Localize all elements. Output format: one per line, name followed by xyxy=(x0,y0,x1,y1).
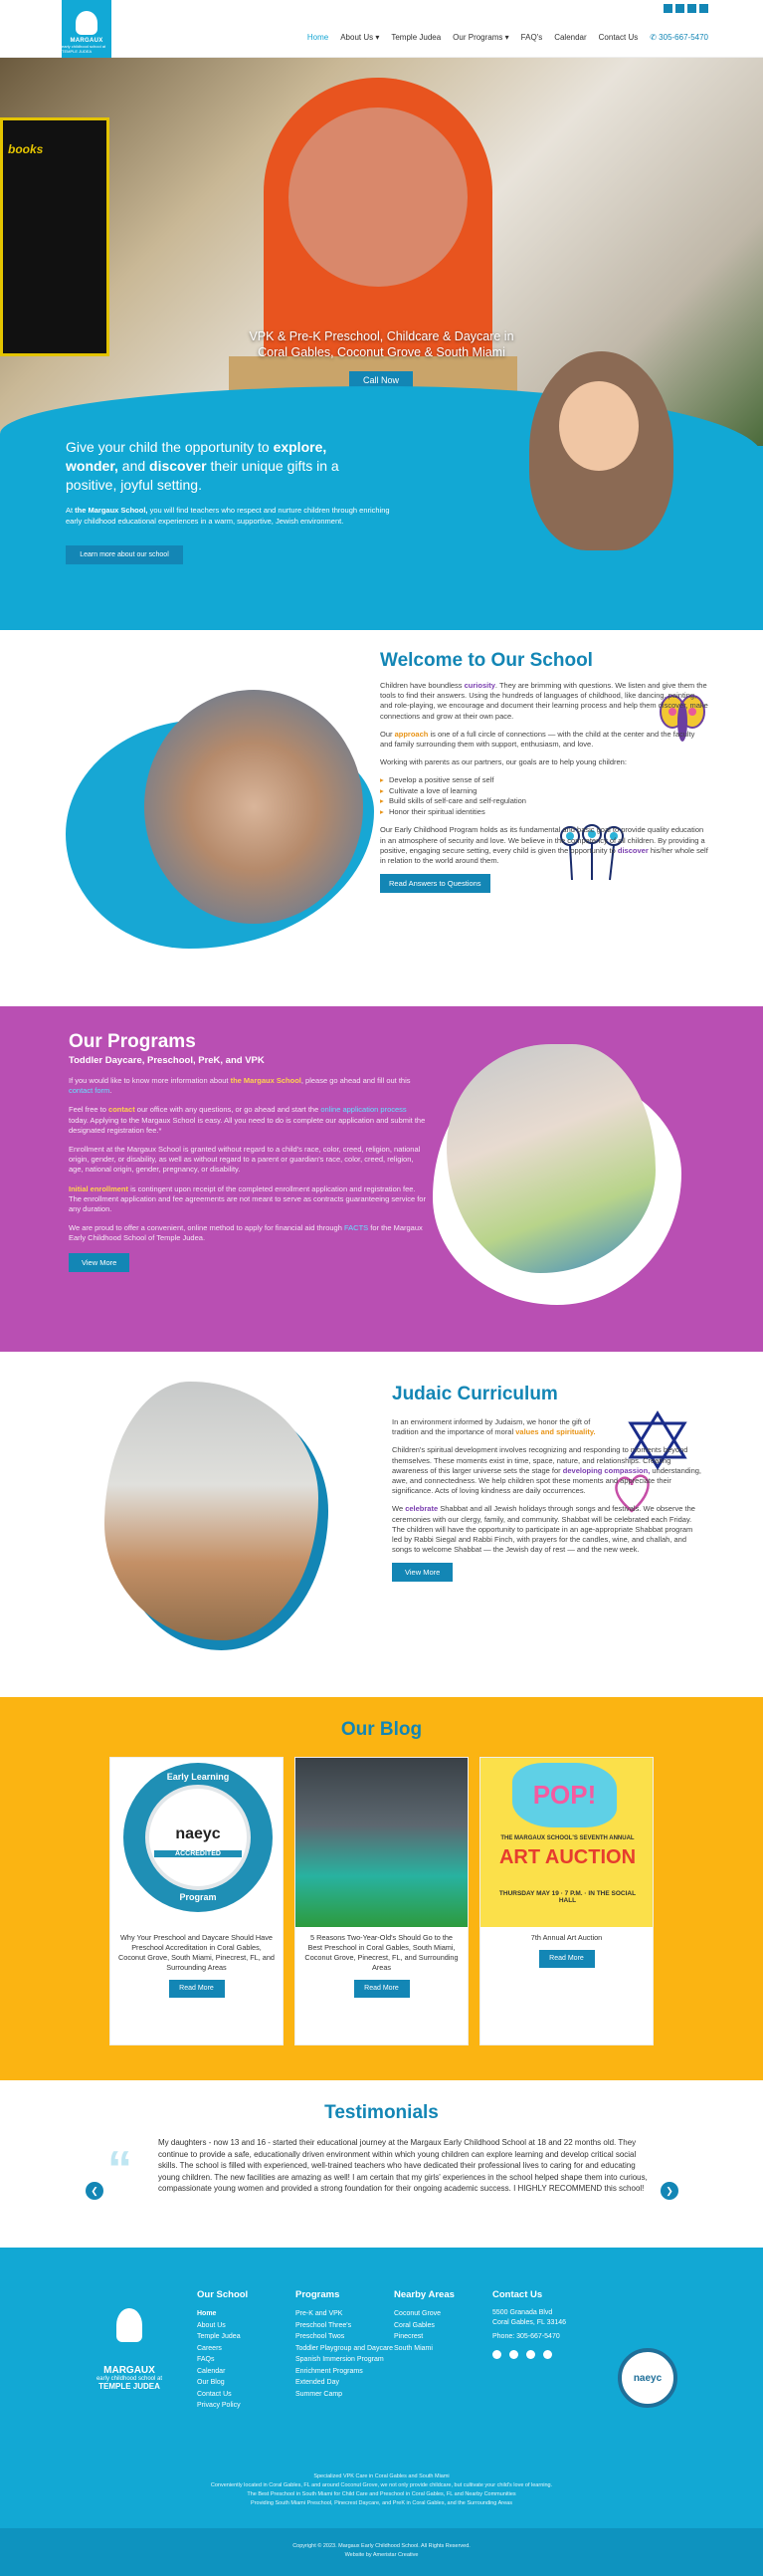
nav-phone[interactable]: ✆ 305-667-5470 xyxy=(650,33,708,42)
copyright-text: Copyright © 2023. Margaux Early Childhood School. All Rights Reserved. xyxy=(292,2543,471,2549)
footer-link[interactable]: Preschool Twos xyxy=(295,2333,345,2340)
judaic-paragraph-2: Children's spiritual development involves recognizing and responding to moments beyond themselves. These moments exist in time, space, nature, and relationships. Creating awareness of this larger universe sets the stage for developing compassion, understanding, awe, and connectedness. We help children spot these moments and appreciate their significance. Acts of loving kindness are daily occurrences. xyxy=(392,1445,702,1496)
site-logo[interactable] xyxy=(62,0,111,58)
judaic-title: Judaic Curriculum xyxy=(392,1384,558,1404)
footer-link[interactable]: Spanish Immersion Program xyxy=(295,2356,384,2363)
welcome-paragraph-2: Our approach is one of a full circle of connections — with the child at the center and the faculty and family surrounding them with support, enthusiasm, and love. xyxy=(380,729,695,750)
judaic-view-more-button[interactable]: View More xyxy=(392,1563,453,1582)
welcome-paragraph-1: Children have boundless curiosity. They are brimming with questions. We listen and give them the tools to find their answers. Using the hundreds of languages of childhood, like dancing, painting, and role-playing, we encourage and document their learning process and help them discover, make connections and grow at their own pace. xyxy=(380,681,708,721)
naeyc-logo-text: naeyc xyxy=(175,1825,221,1842)
art-auction-poster xyxy=(480,1758,653,1927)
logo-figure-icon xyxy=(76,11,97,35)
blog-card xyxy=(109,1757,284,2045)
footer-link[interactable]: Coral Gables xyxy=(394,2321,435,2329)
testimonial-quote: My daughters - now 13 and 16 - started their educational journey at the Margaux Early Childhood School at 18 and 22 months old. They continue to provide a safe, educationally driven environment within which young children can explore learning and develop critical social skills. The school is filled with experienced, well-trained teachers who have dedicated their professional lives to caring for and educating young children. The new facilities are amazing as well! I am certain that my girls' experiences in the school helped shape them into curious, compassionate young women and provided a strong foundation for their ongoing academic success. I HIGHLY RECOMMEND this school! xyxy=(158,2138,648,2193)
goals-list xyxy=(380,775,708,817)
judaic-paragraph-3: We celebrate Shabbat and all Jewish holidays through songs and festivals. We observe the ceremonies with our clergy, family, and community. Shabbat will be celebrated each Friday. The children will have the opportunity to participate in an age-appropriate Shabbat program led by Rabbi Siegal and Rabbi Finch, with prayers for the candles, wine, and challah, and songs to welcome Shabbat — the Jewish day of rest — and the new week. xyxy=(392,1504,695,1555)
footer-link[interactable]: Coconut Grove xyxy=(394,2310,442,2317)
instagram-icon[interactable] xyxy=(675,4,684,13)
logo-subtitle: early childhood school at TEMPLE JUDEA xyxy=(62,44,106,54)
blog-post-title[interactable]: Why Your Preschool and Daycare Should Have Preschool Accreditation in Coral Gables, Coconut Grove, South Miami, Pinecrest, FL, and Surrounding Areas xyxy=(118,1933,275,1972)
email-icon[interactable] xyxy=(543,2350,552,2359)
list-item: ▸ Cultivate a love of learning xyxy=(380,786,708,797)
naeyc-badge-image xyxy=(110,1758,283,1927)
footer-col-title: Nearby Areas xyxy=(394,2289,455,2300)
nav-home[interactable]: Home xyxy=(306,33,329,42)
judaic-content xyxy=(392,1384,702,1582)
programs-view-more-button[interactable]: View More xyxy=(69,1253,129,1272)
judaic-paragraph-1: In an environment informed by Judaism, we honor the gift of tradition and the importance of moral values and spirituality. xyxy=(392,1417,596,1437)
site-footer xyxy=(0,2248,763,2576)
call-now-button[interactable]: Call Now xyxy=(349,371,413,390)
footer-col-nearby-areas xyxy=(394,2289,455,2354)
footer-link[interactable]: Pre-K and VPK xyxy=(295,2310,343,2317)
poster-line-3: THURSDAY MAY 19 · 7 P.M. · IN THE SOCIAL HALL xyxy=(498,1890,637,1904)
footer-copyright-bar xyxy=(0,2528,763,2576)
welcome-section xyxy=(0,630,763,1006)
contact-link[interactable]: contact xyxy=(108,1105,135,1115)
footer-link[interactable]: Privacy Policy xyxy=(197,2402,241,2409)
blog-card xyxy=(479,1757,654,2045)
poster-pop-graphic: POP! xyxy=(512,1763,617,1827)
intro-section xyxy=(0,439,763,630)
footer-link[interactable]: Contact Us xyxy=(197,2390,232,2398)
intro-heading: Give your child the opportunity to explore, wonder, and discover their unique gifts in a positive, joyful setting. xyxy=(66,439,339,493)
list-item: ▸ Develop a positive sense of self xyxy=(380,775,708,786)
testimonials-section xyxy=(0,2080,763,2248)
facebook-icon[interactable] xyxy=(664,4,672,13)
welcome-hands-photo xyxy=(144,690,363,924)
read-answers-button[interactable]: Read Answers to Questions xyxy=(380,874,490,893)
nav-contact-us[interactable]: Contact Us xyxy=(598,33,639,42)
read-more-button[interactable]: Read More xyxy=(169,1980,225,1998)
blog-post-title[interactable]: 5 Reasons Two-Year-Old's Should Go to the Best Preschool in Coral Gables, South Miami, Coconut Grove, Pinecrest, FL, and Surrounding Areas xyxy=(304,1933,459,1972)
footer-logo-text: MARGAUX early childhood school at TEMPLE JUDEA xyxy=(95,2365,163,2391)
welcome-paragraph-3: Working with parents as our partners, our goals are to help young children: xyxy=(380,757,627,767)
footer-link[interactable]: About Us xyxy=(197,2321,226,2329)
programs-paragraph-2: Feel free to contact our office with any questions, or go ahead and start the online application process today. Applying to the Margaux School is easy. All you need to do is complete our application and submit the designated registration fee.* xyxy=(69,1105,426,1135)
site-header xyxy=(0,0,763,58)
testimonials-title: Testimonials xyxy=(324,2102,439,2123)
nav-faqs[interactable]: FAQ's xyxy=(520,33,543,42)
facts-link[interactable]: FACTS xyxy=(343,1223,369,1233)
footer-col-contact xyxy=(492,2289,566,2359)
list-item: ▸ Honor their spiritual identities xyxy=(380,807,708,818)
blog-card xyxy=(294,1757,469,2045)
main-nav xyxy=(307,33,708,42)
blog-section xyxy=(0,1697,763,2080)
footer-phone[interactable]: Phone: 305-667-5470 xyxy=(492,2333,560,2340)
intro-girl-face xyxy=(559,381,639,471)
naeyc-top-text: Early Learning xyxy=(166,1772,230,1782)
online-application-link[interactable]: online application process xyxy=(320,1105,407,1115)
welcome-title: Welcome to Our School xyxy=(380,650,593,671)
footer-credits: Specialized VPK Care in Coral Gables and South Miami Conveniently located in Coral Gables, FL and around Coconut Grove, we not only provide childcare, but cultivate your child's love of learning. The Best Preschool in South Miami for Child Care and Preschool in Coral Gables, FL and Nearby Communities Providing South Miami Preschool, Pinecrest Daycare, and PreK in Coral Gables, and the Surrounding Areas xyxy=(210,2473,553,2506)
youtube-icon[interactable] xyxy=(687,4,696,13)
read-more-button[interactable]: Read More xyxy=(354,1980,410,1998)
welcome-paragraph-4: Our Early Childhood Program holds as its fundamental and basic goal to provide quality education in an atmosphere of security and love. We believe in the competency of all children. By providing a positive, engaging secure setting, every child is given the opportunity to discover his/her whole self in relation to the world around them. xyxy=(380,825,708,866)
footer-link[interactable]: Extended Day xyxy=(295,2379,339,2386)
programs-content xyxy=(69,1031,427,1272)
list-item: ▸ Build skills of self-care and self-regulation xyxy=(380,796,708,807)
footer-logo-figure-icon xyxy=(116,2308,142,2342)
hero-headline: VPK & Pre-K Preschool, Childcare & Daycare in Coral Gables, Coconut Grove & South Miami xyxy=(249,329,514,359)
contact-form-link[interactable]: contact form xyxy=(69,1086,110,1096)
footer-link[interactable]: South Miami xyxy=(394,2344,433,2352)
header-social-links xyxy=(664,4,708,13)
footer-link[interactable]: Calendar xyxy=(197,2367,226,2375)
next-arrow-icon[interactable]: ❯ xyxy=(661,2182,678,2200)
poster-line-1: THE MARGAUX SCHOOL'S SEVENTH ANNUAL xyxy=(500,1835,635,1841)
blog-title: Our Blog xyxy=(340,1719,423,1740)
poster-line-2: ART AUCTION xyxy=(498,1846,637,1868)
youtube-icon[interactable] xyxy=(526,2350,535,2359)
judaic-section xyxy=(0,1352,763,1697)
programs-paragraph-5: We are proud to offer a convenient, online method to apply for financial aid through FACTS for the Margaux Early Childhood School of Temple Judea. xyxy=(69,1223,423,1243)
website-by-link[interactable]: Website by Ameristar Creative xyxy=(344,2552,419,2558)
footer-naeyc-text: naeyc xyxy=(633,2373,663,2384)
footer-col-our-school xyxy=(197,2289,248,2412)
programs-child-photo xyxy=(447,1044,656,1273)
learn-more-button[interactable]: Learn more about our school xyxy=(66,545,183,564)
footer-link[interactable]: Pinecrest xyxy=(394,2333,424,2340)
footer-link[interactable]: Enrichment Programs xyxy=(295,2367,363,2375)
instagram-icon[interactable] xyxy=(509,2350,518,2359)
programs-paragraph-3: Enrollment at the Margaux School is granted without regard to a child's race, color, creed, religion, national origin, gender, or disability, as well as without regard to a parent or guardian's race, color, creed, religion, age, national origin, gender, pregnancy, or disability. xyxy=(69,1145,421,1175)
blog-post-title[interactable]: 7th Annual Art Auction xyxy=(530,1933,603,1942)
logo-name: MARGAUX xyxy=(70,38,103,44)
hero-toy-window xyxy=(288,107,468,287)
programs-section xyxy=(0,1006,763,1352)
welcome-content xyxy=(380,650,708,893)
footer-col-programs xyxy=(295,2289,395,2400)
programs-title: Our Programs xyxy=(69,1031,196,1052)
programs-subtitle: Toddler Daycare, Preschool, PreK, and VPK xyxy=(69,1055,265,1066)
footer-link[interactable]: Home xyxy=(197,2310,217,2317)
hero-book-text: books xyxy=(8,142,44,156)
prev-arrow-icon[interactable]: ❮ xyxy=(86,2182,103,2200)
footer-col-title: Programs xyxy=(295,2289,340,2300)
footer-link[interactable]: Preschool Three's xyxy=(295,2321,352,2329)
email-icon[interactable] xyxy=(699,4,708,13)
nav-calendar[interactable]: Calendar xyxy=(554,33,587,42)
blog-children-photo xyxy=(295,1758,468,1927)
facebook-icon[interactable] xyxy=(492,2350,501,2359)
nav-about-us[interactable]: About Us ▾ xyxy=(340,33,380,42)
footer-logo[interactable] xyxy=(99,2302,159,2372)
footer-link[interactable]: Summer Camp xyxy=(295,2390,343,2398)
footer-col-title: Contact Us xyxy=(492,2289,543,2300)
footer-link[interactable]: Our Blog xyxy=(197,2379,225,2386)
nav-temple-judea[interactable]: Temple Judea xyxy=(391,33,442,42)
footer-address: 5500 Granada Blvd Coral Gables, FL 33146 xyxy=(492,2309,567,2326)
footer-link[interactable]: Toddler Playgroup and Daycare xyxy=(295,2344,394,2352)
naeyc-bottom-text: Program xyxy=(179,1892,217,1902)
footer-col-title: Our School xyxy=(197,2289,249,2300)
read-more-button[interactable]: Read More xyxy=(539,1950,595,1968)
footer-social-links xyxy=(492,2350,566,2359)
programs-paragraph-4: Initial enrollment is contingent upon receipt of the completed enrollment application and registration fee. The enrollment application and fee agreements are not meant to serve as contracts guaranteeing service for any duration. xyxy=(69,1183,426,1214)
footer-link[interactable]: Careers xyxy=(197,2344,222,2352)
nav-our-programs[interactable]: Our Programs ▾ xyxy=(453,33,509,42)
footer-link[interactable]: Temple Judea xyxy=(197,2333,241,2340)
quote-icon: “ xyxy=(107,2141,132,2197)
programs-paragraph-1: If you would like to know more information about the Margaux School, please go ahead and fill out this contact form. xyxy=(69,1076,411,1096)
naeyc-accredited-text: ACCREDITED xyxy=(154,1850,242,1857)
footer-link[interactable]: FAQs xyxy=(197,2356,215,2363)
judaic-children-photo xyxy=(104,1382,318,1640)
intro-body: At the Margaux School, you will find teachers who respect and nurture children through enriching early childhood educational experiences in a warm, supportive, Jewish environment. xyxy=(66,506,390,526)
